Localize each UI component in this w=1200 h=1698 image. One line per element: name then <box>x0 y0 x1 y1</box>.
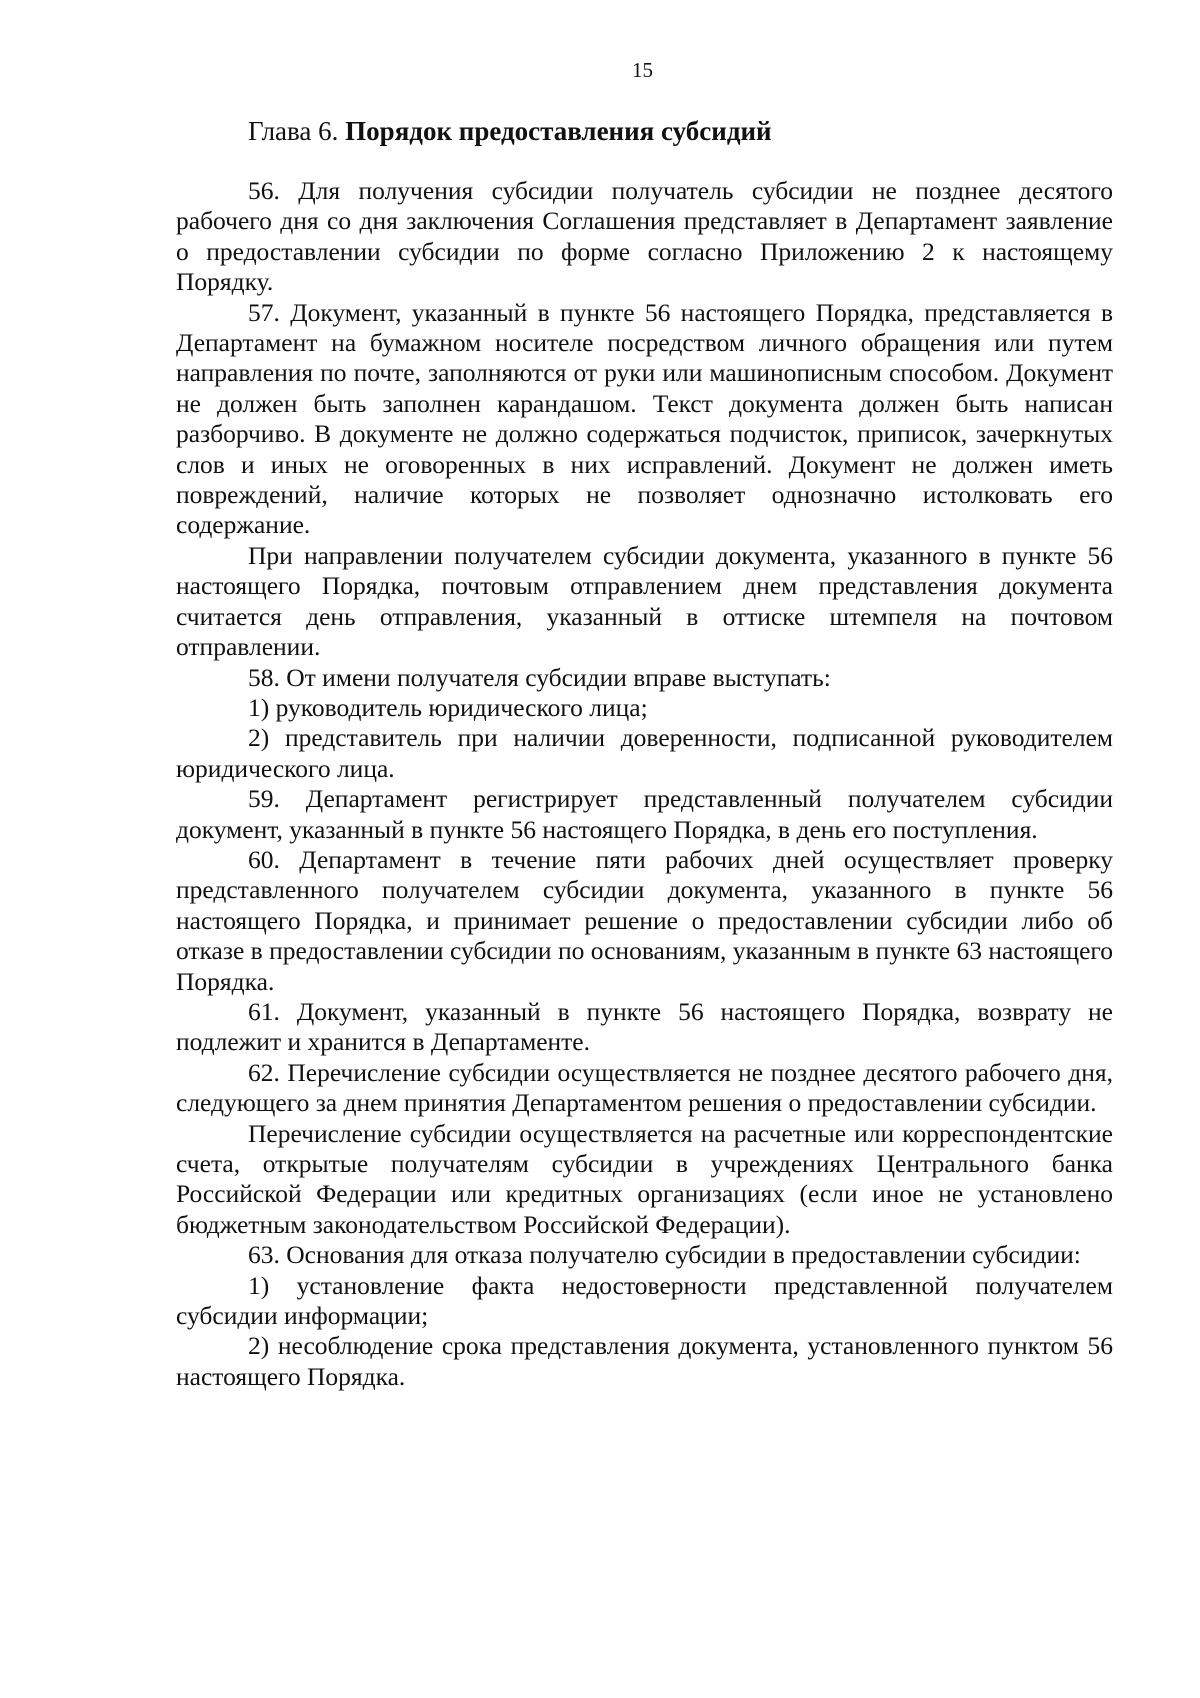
chapter-title: Порядок предоставления субсидий <box>345 116 772 146</box>
paragraph-62: 62. Перечисление субсидии осуществляется не позднее десятого рабочего дня, следующего за днем принятия Департаментом решения о предоставлении субсидии. <box>176 1057 1113 1118</box>
paragraph-58-item-2: 2) представитель при наличии доверенности, подписанной руководителем юридического лица. <box>176 723 1113 783</box>
paragraph-60: 60. Департамент в течение пяти рабочих дней осуществляет проверку представленного получателем субсидии документа, указанного в пункте 56 настоящего Порядка, и принимает решение о предоставлении субсидии либо об отказе в предоставлении субсидии по основаниям, указанным в пункте 63 настоящего Порядка. <box>176 844 1113 996</box>
paragraph-57-postal: При направлении получателем субсидии документа, указанного в пункте 56 настоящего Порядка, почтовым отправлением днем представления документа считается день отправления, указанный в оттиске штемпеля на почтовом отправлении. <box>176 540 1113 662</box>
paragraph-58-item-1: 1) руководитель юридического лица; <box>248 692 648 722</box>
chapter-heading <box>248 116 772 147</box>
paragraph-62-accounts: Перечисление субсидии осуществляется на расчетные или корреспондентские счета, открытые получателям субсидии в учреждениях Центрального банка Российской Федерации или кредитных организациях (если иное не установлено бюджетным законодательством Российской Федерации). <box>176 1118 1113 1239</box>
paragraph-56: 56. Для получения субсидии получатель субсидии не позднее десятого рабочего дня со дня заключения Соглашения представляет в Департамент заявление о предоставлении субсидии по форме согласно Приложению 2 к настоящему Порядку. <box>176 176 1113 297</box>
paragraph-63-item-2: 2) несоблюдение срока представления документа, установленного пунктом 56 настоящего Порядка. <box>176 1331 1113 1391</box>
paragraph-58: 58. От имени получателя субсидии вправе выступать: <box>248 662 831 692</box>
paragraph-57: 57. Документ, указанный в пункте 56 настоящего Порядка, представляется в Департамент на бумажном носителе посредством личного обращения или путем направления по почте, заполняются от руки или машинописным способом. Документ не должен быть заполнен карандашом. Текст документа должен быть написан разборчиво. В документе не должно содержаться подчисток, приписок, зачеркнутых слов и иных не оговоренных в них исправлений. Документ не должен иметь повреждений, наличие которых не позволяет однозначно истолковать его содержание. <box>176 297 1113 540</box>
paragraph-59: 59. Департамент регистрирует представленный получателем субсидии документ, указанный в пункте 56 настоящего Порядка, в день его поступления. <box>176 784 1113 844</box>
paragraph-63: 63. Основания для отказа получателю субсидии в предоставлении субсидии: <box>248 1240 1081 1270</box>
chapter-label: Глава 6. <box>248 116 339 146</box>
page-number: 15 <box>632 58 653 82</box>
paragraph-63-item-1: 1) установление факта недостоверности представленной получателем субсидии информации; <box>176 1270 1113 1331</box>
document-body <box>176 176 1113 1392</box>
paragraph-61: 61. Документ, указанный в пункте 56 настоящего Порядка, возврату не подлежит и хранится в Департаменте. <box>176 996 1113 1057</box>
